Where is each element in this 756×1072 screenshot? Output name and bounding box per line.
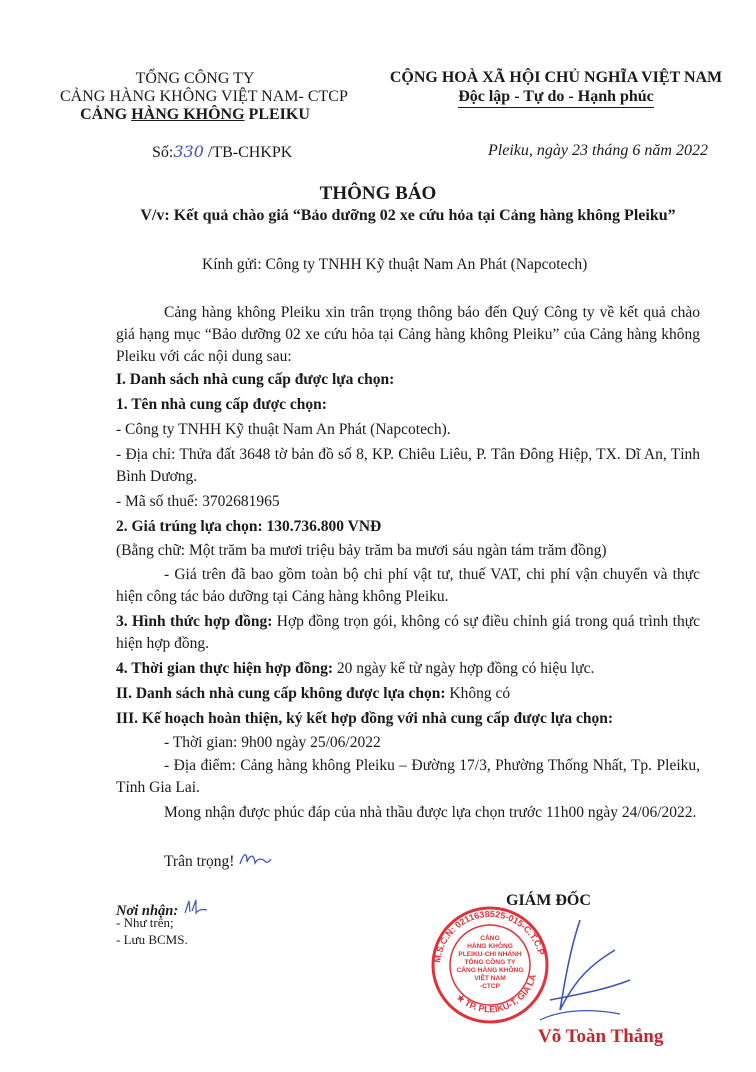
svg-text:CẢNG HÀNG KHÔNG: CẢNG HÀNG KHÔNG xyxy=(456,967,524,974)
place-date: Pleiku, ngày 23 tháng 6 năm 2022 xyxy=(488,142,708,159)
signer-name: Võ Toàn Thắng xyxy=(538,1026,664,1047)
company-name: - Công ty TNHH Kỹ thuật Nam An Phát (Napcotech). xyxy=(116,421,451,438)
org-line-3 xyxy=(60,106,330,124)
svg-text:M.S.C.N: 0211638525-015-C.T.C.: M.S.C.N: 0211638525-015-C.T.C.P xyxy=(432,908,547,964)
signer-title: GIÁM ĐỐC xyxy=(506,892,591,909)
recipient-item: - Như trên; xyxy=(116,915,174,930)
reply-request: Mong nhận được phúc đáp của nhà thầu được lựa chọn trước 11h00 ngày 24/06/2022. xyxy=(164,804,697,821)
section-3-heading: III. Kế hoạch hoàn thiện, ký kết hợp đồng với nhà cung cấp được lựa chọn: xyxy=(116,710,613,727)
org-line-3-underlined: HÀNG KHÔNG xyxy=(131,106,245,123)
svg-text:HÀNG KHÔNG: HÀNG KHÔNG xyxy=(467,943,513,950)
section-1-1-heading: 1. Tên nhà cung cấp được chọn: xyxy=(116,396,327,413)
company-address: - Địa chỉ: Thửa đất 3648 tờ bản đồ số 8, KP. Chiêu Liêu, P. Tân Đông Hiệp, TX. Dĩ An, Tỉnh Bình Dương. xyxy=(116,446,700,485)
closing xyxy=(164,850,272,871)
meeting-time: - Thời gian: 9h00 ngày 25/06/2022 xyxy=(164,734,381,751)
ref-label: Số: xyxy=(152,144,174,161)
initials-mark xyxy=(238,850,272,868)
org-line-2: CẢNG HÀNG KHÔNG VIỆT NAM- CTCP xyxy=(60,88,348,105)
meeting-place: - Địa điểm: Cảng hàng không Pleiku – Đường 17/3, Phường Thống Nhất, Tp. Pleiku, Tỉnh Gia Lai. xyxy=(116,757,700,796)
svg-text:TỔNG CÔNG TY: TỔNG CÔNG TY xyxy=(464,959,516,966)
contract-duration-text: 20 ngày kể từ ngày hợp đồng có hiệu lực. xyxy=(333,660,595,677)
contract-form-text: Hợp đồng trọn gói, không có sự điều chỉnh giá trong quá trình thực hiện hợp đồng. xyxy=(116,613,701,652)
document-title: THÔNG BÁO xyxy=(319,183,437,204)
org-line-3-prefix: CẢNG xyxy=(80,106,132,123)
org-line-1: TỔNG CÔNG TY xyxy=(135,70,255,87)
svg-text:-CTCP: -CTCP xyxy=(479,983,501,990)
reference-number xyxy=(152,142,292,162)
org-block xyxy=(60,70,348,124)
section-2-label: II. Danh sách nhà cung cấp không được lựa chọn: xyxy=(116,685,446,702)
svg-text:PLEIKU-CHI NHÁNH: PLEIKU-CHI NHÁNH xyxy=(458,951,522,958)
price-in-words: (Bằng chữ: Một trăm ba mươi triệu bảy trăm ba mươi sáu ngàn tám trăm đồng) xyxy=(116,542,607,559)
contract-form xyxy=(116,611,700,655)
signature xyxy=(520,910,650,1030)
price-note: - Giá trên đã bao gồm toàn bộ chi phí vật tư, thuế VAT, chi phí vận chuyển và thực hiện công tác bảo dưỡng tại Cảng hàng không Pleiku. xyxy=(116,566,700,605)
svg-text:VIỆT NAM: VIỆT NAM xyxy=(474,975,506,982)
nation-block xyxy=(376,68,736,106)
recipient-line: Kính gửi: Công ty TNHH Kỹ thuật Nam An Phát (Napcotech) xyxy=(202,256,588,273)
section-2-text: Không có xyxy=(445,685,511,702)
motto-text: Độc lập - Tự do - Hạnh phúc xyxy=(458,88,654,108)
svg-text:CẢNG: CẢNG xyxy=(480,935,500,942)
contract-duration xyxy=(116,658,700,680)
intro-paragraph: Cảng hàng không Pleiku xin trân trọng thông báo đến Quý Công ty về kết quả chào giá hạng mục “Bảo dưỡng 02 xe cứu hỏa tại Cảng hàng không Pleiku” của Cảng hàng không Pleiku với các nội dung sau: xyxy=(116,304,700,365)
recipients-label-text: Nơi nhận: xyxy=(116,903,179,919)
motto xyxy=(376,87,736,106)
section-1-heading: I. Danh sách nhà cung cấp được lựa chọn: xyxy=(116,371,395,388)
closing-text: Trân trọng! xyxy=(164,853,235,870)
tax-code: - Mã số thuế: 3702681965 xyxy=(116,493,280,510)
ref-suffix: /TB-CHKPK xyxy=(203,144,293,161)
svg-text:★ TP. PLEIKU-T. GIA LAI: ★ TP. PLEIKU-T. GIA LA xyxy=(454,973,538,1015)
winning-price: 2. Giá trúng lựa chọn: 130.736.800 VNĐ xyxy=(116,518,382,535)
section-2 xyxy=(116,683,700,705)
contract-duration-label: 4. Thời gian thực hiện hợp đồng: xyxy=(116,660,333,677)
contract-form-label: 3. Hình thức hợp đồng: xyxy=(116,613,273,630)
recipient-item: - Lưu BCMS. xyxy=(116,932,188,947)
ref-number-handwritten: 330 xyxy=(173,142,204,161)
recipients-list xyxy=(116,914,188,948)
nation-title: CỘNG HOÀ XÃ HỘI CHỦ NGHĨA VIỆT NAM xyxy=(389,69,723,86)
document-subject: V/v: Kết quả chào giá “Bảo dưỡng 02 xe cứu hỏa tại Cảng hàng không Pleiku” xyxy=(140,207,676,224)
org-line-3-suffix: PLEIKU xyxy=(244,106,310,123)
